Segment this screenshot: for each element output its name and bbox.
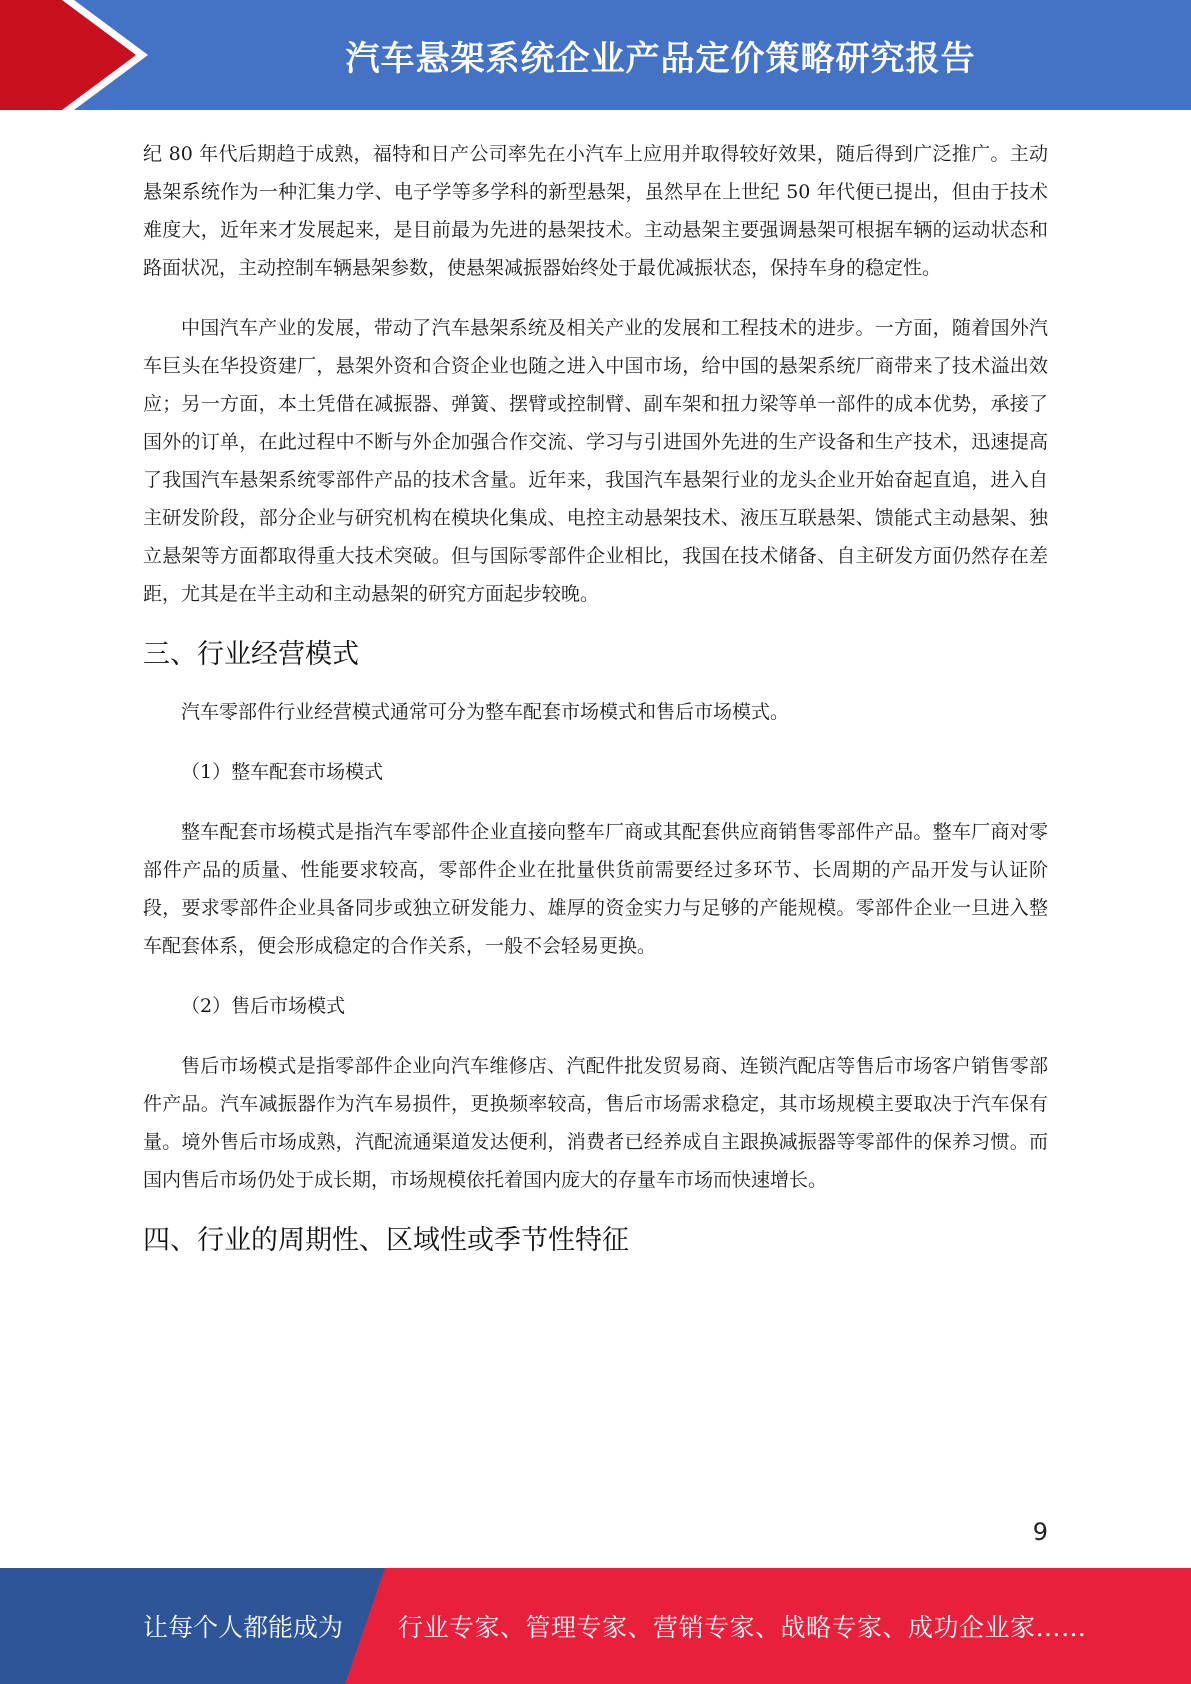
paragraph-china-industry: 中国汽车产业的发展，带动了汽车悬架系统及相关产业的发展和工程技术的进步。一方面，随着国外汽车巨头在华投资建厂，悬架外资和合资企业也随之进入中国市场，给中国的悬架系统厂商带来了技术溢出效应；另一方面，本土凭借在减振器、弹簧、摆臂或控制臂、副车架和扭力梁等单一部件的成本优势，承接了国外的订单，在此过程中不断与外企加强合作交流、学习与引进国外先进的生产设备和生产技术，迅速提高了我国汽车悬架系统零部件产品的技术含量。近年来，我国汽车悬架行业的龙头企业开始奋起直追，进入自主研发阶段，部分企业与研究机构在模块化集成、电控主动悬架技术、液压互联悬架、馈能式主动悬架、独立悬架等方面都取得重大技术突破。但与国际零部件企业相比，我国在技术储备、自主研发方面仍然存在差距，尤其是在半主动和主动悬架的研究方面起步较晚。 — [143, 317, 1048, 605]
section-heading-business-model: 三、行业经营模式 — [143, 639, 359, 670]
page-number: 9 — [1032, 1518, 1048, 1546]
page-footer — [0, 1568, 1191, 1684]
page-header — [0, 0, 1191, 110]
footer-slogan-right: 行业专家、管理专家、营销专家、战略专家、成功企业家…… — [398, 1613, 1087, 1642]
subheading-aftermarket-model: （2）售后市场模式 — [181, 995, 346, 1017]
paragraph-suspension-history: 纪 80 年代后期趋于成熟，福特和日产公司率先在小汽车上应用并取得较好效果，随后得到广泛推广。主动悬架系统作为一种汇集力学、电子学等多学科的新型悬架，虽然早在上世纪 50 年代便已提出，但由于技术难度大，近年来才发展起来，是目前最为先进的悬架技术。主动悬架主要强调悬架可根据车辆的运动状态和路面状况，主动控制车辆悬架参数，使悬架减振器始终处于最优减振状态，保持车身的稳定性。 — [143, 143, 1048, 279]
section-heading-cyclicality: 四、行业的周期性、区域性或季节性特征 — [143, 1225, 629, 1256]
paragraph-business-model-intro: 汽车零部件行业经营模式通常可分为整车配套市场模式和售后市场模式。 — [181, 701, 790, 723]
footer-slogan-left: 让每个人都能成为 — [143, 1613, 344, 1642]
page-content — [143, 135, 1048, 1279]
paragraph-aftermarket-model: 售后市场模式是指零部件企业向汽车维修店、汽配件批发贸易商、连锁汽配店等售后市场客户销售零部件产品。汽车减振器作为汽车易损件，更换频率较高，售后市场需求稳定，其市场规模主要取决于汽车保有量。境外售后市场成熟，汽配流通渠道发达便利，消费者已经养成自主跟换减振器等零部件的保养习惯。而国内售后市场仍处于成长期，市场规模依托着国内庞大的存量车市场而快速增长。 — [143, 1055, 1048, 1191]
subheading-oem-model: （1）整车配套市场模式 — [181, 761, 384, 783]
paragraph-oem-model: 整车配套市场模式是指汽车零部件企业直接向整车厂商或其配套供应商销售零部件产品。整车厂商对零部件产品的质量、性能要求较高，零部件企业在批量供货前需要经过多环节、长周期的产品开发与认证阶段，要求零部件企业具备同步或独立研发能力、雄厚的资金实力与足够的产能规模。零部件企业一旦进入整车配套体系，便会形成稳定的合作关系，一般不会轻易更换。 — [143, 821, 1048, 957]
report-title: 汽车悬架系统企业产品定价策略研究报告 — [345, 38, 976, 79]
